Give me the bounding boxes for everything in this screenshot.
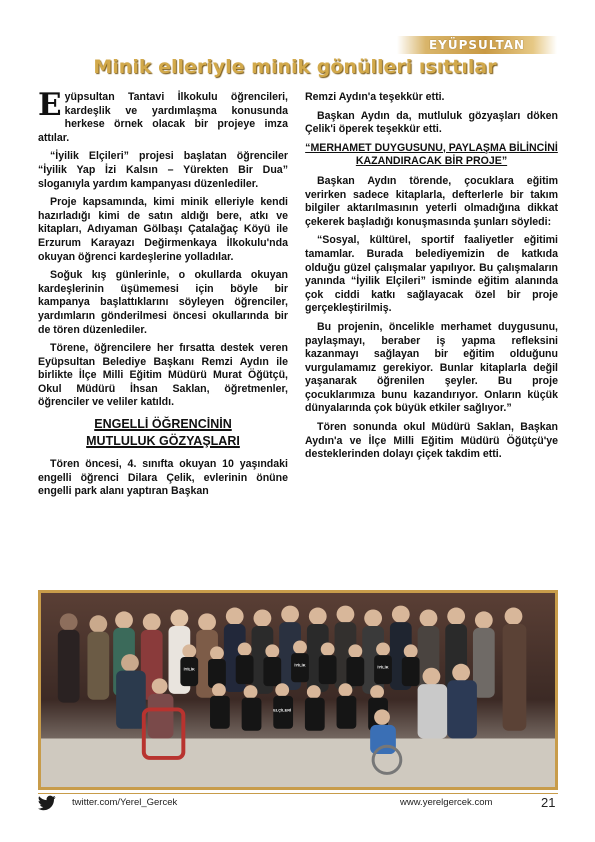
subheading xyxy=(38,416,288,450)
left-column xyxy=(38,87,288,504)
subheading-line-2: MUTLULUK GÖZYAŞLARI xyxy=(86,434,240,449)
intro-text: yüpsultan Tantavi İlkokulu öğrencileri, kardeşlik ve yardımlaşma konusunda herkese örnek olacak bir projeye imza attılar. xyxy=(38,91,288,144)
quote-paragraph: Bu projenin, öncelikle merhamet duygusunu, paylaşmayı, beraber iş yapma refleksini kazanmayı sağlayan bir eğitim olduğunu vurgulamamız gerekiyor. Bunlar kitaplarla değil yaşanarak öğrenilen şeyler. Bu proje çocuklarımıza bunu kazandırıyor. Onların küçük dünyalarında çok büyük etkiler sağlıyor.” xyxy=(305,320,558,415)
paragraph: Tören öncesi, 4. sınıfta okuyan 10 yaşındaki engelli öğrenci Dilara Çelik, evlerinin önüne engelli park alanı yaptıran Başkan xyxy=(38,458,288,498)
paragraph: “İyilik Elçileri” projesi başlatan öğrenciler “İyilik Yap İzi Kalsın – Yürekten Bir Dua” sloganıyla yardım kampanyası düzenlediler. xyxy=(38,150,288,190)
group-photo-illustration xyxy=(41,593,555,787)
section-banner xyxy=(397,36,557,54)
quote-paragraph: “Sosyal, kültürel, sportif faaliyetler eğitimi tamamlar. Burada belediyemizin de katkıda olduğu güzel çalışmalar yapılıyor. Bu çalışmaların yanında “İyilik Elçileri” isminde eğitim alanında çok ciddi katkı sağlayacak özel bir proje gerçekleştirilmiş. xyxy=(305,234,558,315)
shirt-label: ELÇİLERİ xyxy=(273,707,292,713)
paragraph: Remzi Aydın'a teşekkür etti. xyxy=(305,91,445,103)
subheading-line-1: ENGELLİ ÖĞRENCİNİN xyxy=(94,417,232,432)
page-number: 21 xyxy=(541,795,556,810)
website-link[interactable]: www.yerelgercek.com xyxy=(400,797,493,808)
intro-paragraph xyxy=(38,87,288,145)
paragraph: Proje kapsamında, kimi minik elleriyle kendi hazırladığı kimi de satın aldığı bere, atkı ve kitapları, Adıyaman Gölbaşı Çatalağaç Köyü ile Erzurum Karayazı Değirmenkaya İlkokulu'nda okuyan öğrenci kardeşlerine yolladılar. xyxy=(38,196,288,263)
paragraph: Törene, öğrencilere her fırsatta destek veren Eyüpsultan Belediye Başkanı Remzi Aydın ile birlikte İlçe Milli Eğitim Müdürü Murat Öğütçü, Okul Müdürü İhsan Saklan, öğretmenler, öğrenciler ve veliler katıldı. xyxy=(38,342,288,409)
shirt-label: İYİLİK xyxy=(183,666,195,672)
paragraph: Başkan Aydın törende, çocuklara eğitim verirken sadece kitaplarla, defterlerle bir takım bilgiler aktarılmasının yeterli olmadığına dikkat çekerek başladığı konuşmasında şunları söyledi: xyxy=(305,174,558,228)
paragraph: Tören sonunda okul Müdürü Saklan, Başkan Aydın'a ve İlçe Milli Eğitim Müdürü Öğütçü'ye desteklerinden dolayı çiçek takdim etti. xyxy=(305,421,558,461)
paragraph: Soğuk kış günlerinle, o okullarda okuyan kardeşlerinin üşümemesi için böyle bir kampanya başlattıklarını söyleyen öğrenciler, yardımların gönderilmesi öncesi okullarında bir de tören düzenlediler. xyxy=(38,269,288,336)
subheading: “MERHAMET DUYGUSUNU, PAYLAŞMA BİLİNCİNİ KAZANDIRACAK BİR PROJE” xyxy=(305,141,558,168)
footer-rule xyxy=(38,793,558,794)
right-column xyxy=(305,91,558,467)
shirt-label: İYİLİK xyxy=(294,662,306,668)
shirt-label: İYİLİK xyxy=(377,664,389,670)
group-photo xyxy=(38,590,558,790)
twitter-handle-link[interactable]: twitter.com/Yerel_Gercek xyxy=(72,797,178,808)
paragraph: Başkan Aydın da, mutluluk gözyaşları döken Çelik'i öperek teşekkür etti. xyxy=(305,109,558,136)
headline: Minik elleriyle minik gönülleri ısıttılar xyxy=(93,56,497,78)
dropcap: E xyxy=(38,87,62,123)
section-label: EYÜPSULTAN xyxy=(428,38,526,52)
twitter-bird-icon[interactable] xyxy=(38,795,56,811)
